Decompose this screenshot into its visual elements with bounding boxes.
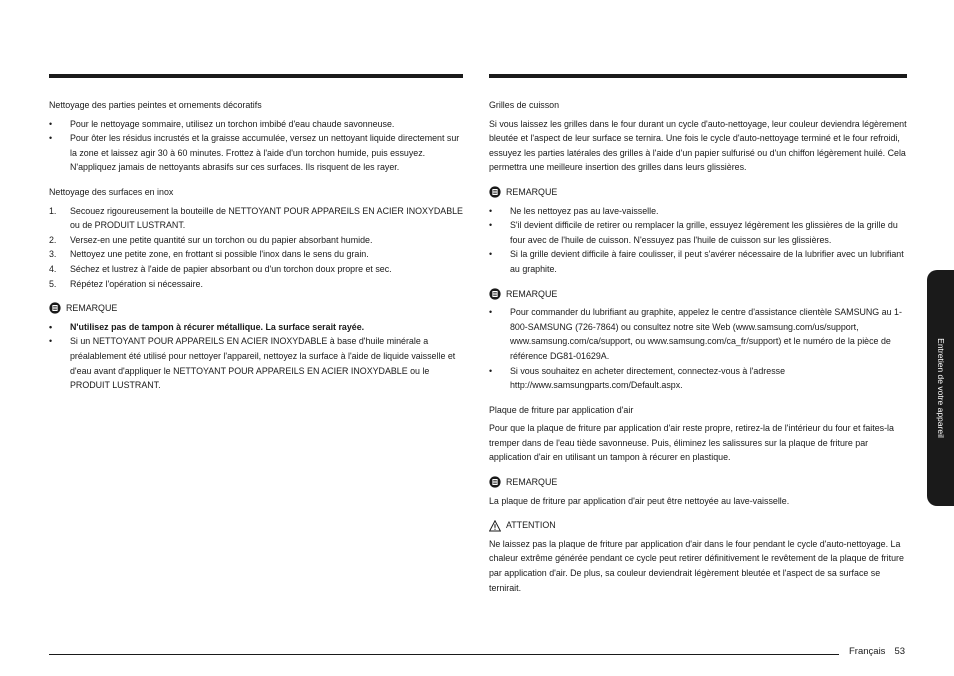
stainless-steps <box>49 204 463 292</box>
note-icon <box>489 288 501 300</box>
step-text: Versez-en une petite quantité sur un torchon ou du papier absorbant humide. <box>70 234 373 245</box>
warning-icon <box>489 520 501 532</box>
list-item <box>49 233 463 248</box>
note-label: REMARQUE <box>506 186 558 197</box>
right-top-rule <box>489 74 907 78</box>
left-top-rule <box>49 74 463 78</box>
note-label: REMARQUE <box>506 288 558 299</box>
note-header <box>489 287 907 302</box>
list-item: • Ne les nettoyez pas au lave-vaisselle. <box>489 204 907 219</box>
step-text: Répétez l'opération si nécessaire. <box>70 278 203 289</box>
list-item <box>49 204 463 233</box>
note-header <box>489 185 907 200</box>
footer <box>849 646 914 657</box>
step-number: 3. <box>49 249 57 260</box>
racks-paragraph: Si vous laissez les grilles dans le four durant un cycle d'auto-nettoyage, leur couleur deviendra légèrement bleutée et l'aspect de leur surface se ternira. Une fois le cycle d'auto-nettoyage terminé et le four refroidi, essuyez les parties latérales des grilles à l'aide d'un papier sulfurisé ou d'un chiffon légèrement huilé. Cela permettra une meilleure insertion des grilles dans leurs glissières. <box>489 118 907 173</box>
section-side-tab <box>927 270 954 506</box>
note-icon <box>489 186 501 198</box>
painted-parts-heading: Nettoyage des parties peintes et ornements décoratifs <box>49 100 262 110</box>
air-fry-heading: Plaque de friture par application d'air <box>489 404 634 415</box>
air-fry-paragraph: Pour que la plaque de friture par application d'air reste propre, retirez-la de l'intérieur du four et faites-la tremper dans de l'eau tiède savonneuse. Puis, éliminez les salissures sur la plaque de friture par application d'air en utilisant un tampon à récurer en plastique. <box>489 423 894 463</box>
step-number: 5. <box>49 278 57 289</box>
note-header <box>489 475 907 490</box>
attention-header <box>489 518 907 533</box>
list-item: • Pour ôter les résidus incrustés et la graisse accumulée, versez un nettoyant liquide directement sur la zone et laissez agir 30 à 60 minutes. Frottez à l'aide d'un torchon humide, puis essuyez. N'appliquez jamais de nettoyants abrasifs sur ces surfaces. Ils risquent de les rayer. <box>49 131 463 175</box>
list-item <box>49 262 463 277</box>
note-header <box>49 301 463 316</box>
note-list <box>489 204 907 277</box>
list-item <box>49 247 463 262</box>
step-number: 2. <box>49 234 57 245</box>
note-label: REMARQUE <box>66 303 118 314</box>
attention-label: ATTENTION <box>506 520 556 531</box>
list-item: • S'il devient difficile de retirer ou remplacer la grille, essuyez légèrement les glissières de la grille du four avec de l'huile de cuisson. N'essuyez pas l'huile de cuisson sur les glissières. <box>489 218 907 247</box>
step-number: 4. <box>49 263 57 274</box>
note-icon <box>49 302 61 314</box>
page-number: 53 <box>894 646 906 657</box>
step-number: 1. <box>49 205 57 216</box>
left-column <box>49 98 463 403</box>
note-list <box>489 305 907 393</box>
attention-paragraph: Ne laissez pas la plaque de friture par application d'air dans le four pendant le cycle d'auto-nettoyage. La chaleur extrême générée pendant ce cycle peut retirer définitivement le revêtement de la plaque de friture par application d'air. De plus, sa couleur deviendrait légèrement bleutée et l'aspect de sa surface se ternirait. <box>489 538 904 593</box>
step-text: Séchez et lustrez à l'aide de papier absorbant ou d'un torchon doux propre et sec. <box>70 263 392 274</box>
list-item: • Pour le nettoyage sommaire, utilisez un torchon imbibé d'eau chaude savonneuse. <box>49 117 463 132</box>
footer-language: Français <box>849 646 886 657</box>
note-label: REMARQUE <box>506 477 558 488</box>
list-item: • Pour commander du lubrifiant au graphite, appelez le centre d'assistance clientèle SAMSUNG au 1-800-SAMSUNG (726-7864) ou consultez notre site Web (www.samsung.com/us/support, www.samsung.com/ca/support, ou www.samsung.com/ca_fr/support) et le numéro de la pièce de référence DG81-01629A. <box>489 305 907 363</box>
list-item <box>49 277 463 292</box>
step-text: Secouez rigoureusement la bouteille de NETTOYANT POUR APPAREILS EN ACIER INOXYDABLE ou de PRODUIT LUSTRANT. <box>70 205 463 231</box>
racks-heading: Grilles de cuisson <box>489 100 560 110</box>
side-tab-label: Entretien de votre appareil <box>935 338 946 438</box>
stainless-heading: Nettoyage des surfaces en inox <box>49 186 174 197</box>
note-list <box>49 320 463 393</box>
list-item: • N'utilisez pas de tampon à récurer métallique. La surface serait rayée. <box>49 320 463 335</box>
right-column <box>489 98 907 605</box>
note-icon <box>489 476 501 488</box>
step-text: Nettoyez une petite zone, en frottant si possible l'inox dans le sens du grain. <box>70 249 369 260</box>
list-item: • Si un NETTOYANT POUR APPAREILS EN ACIER INOXYDABLE à base d'huile minérale a préalablement été utilisé pour nettoyer l'appareil, nettoyez la surface à l'aide de liquide vaisselle et d'eau avant d'appliquer le NETTOYANT POUR APPAREILS EN ACIER INOXYDABLE ou le PRODUIT LUSTRANT. <box>49 334 463 392</box>
note-paragraph: La plaque de friture par application d'air peut être nettoyée au lave-vaisselle. <box>489 495 790 506</box>
list-item: • Si vous souhaitez en acheter directement, connectez-vous à l'adresse http://www.samsungparts.com/Default.aspx. <box>489 364 907 393</box>
footer-rule <box>49 654 839 655</box>
painted-parts-list <box>49 117 463 175</box>
list-item: • Si la grille devient difficile à faire coulisser, il peut s'avérer nécessaire de la lubrifier avec un lubrifiant au graphite. <box>489 247 907 276</box>
